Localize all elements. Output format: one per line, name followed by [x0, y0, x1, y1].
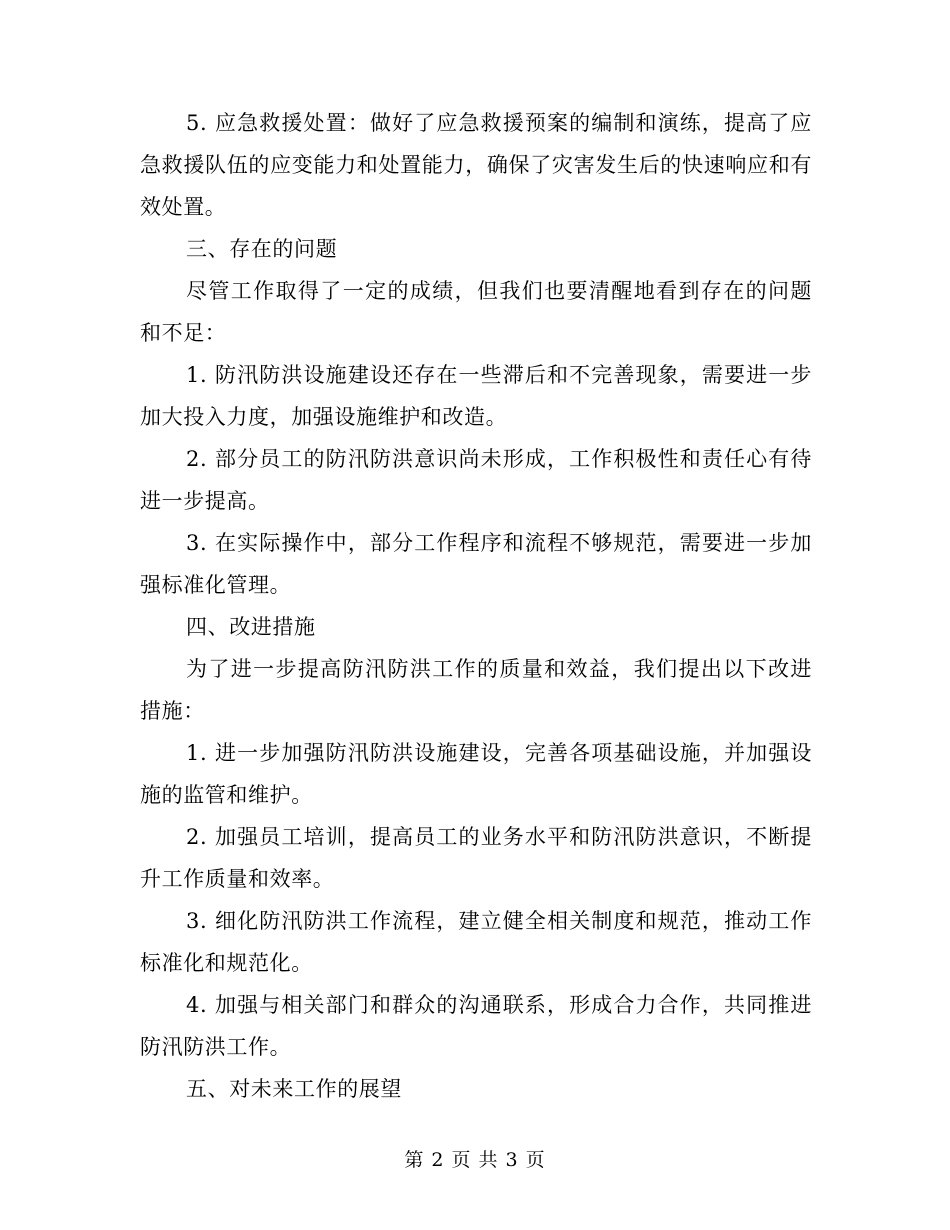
paragraph-problem-3: 3. 在实际操作中，部分工作程序和流程不够规范，需要进一步加强标准化管理。 — [140, 531, 812, 597]
section-heading-outlook: 五、对未来工作的展望 — [186, 1077, 402, 1101]
paragraph-improvement-3: 3. 细化防汛防洪工作流程，建立健全相关制度和规范，推动工作标准化和规范化。 — [140, 909, 812, 975]
section-heading-problems: 三、存在的问题 — [186, 237, 338, 261]
document-body — [140, 102, 812, 1110]
page-number-footer: 第 2 页 共 3 页 — [404, 1149, 546, 1171]
section-heading-improvements: 四、改进措施 — [186, 615, 316, 639]
paragraph-problem-2: 2. 部分员工的防汛防洪意识尚未形成，工作积极性和责任心有待进一步提高。 — [140, 447, 812, 513]
paragraph-improvement-2: 2. 加强员工培训，提高员工的业务水平和防汛防洪意识，不断提升工作质量和效率。 — [140, 825, 812, 891]
paragraph-emergency-rescue: 5. 应急救援处置：做好了应急救援预案的编制和演练，提高了应急救援队伍的应变能力和处置能力，确保了灾害发生后的快速响应和有效处置。 — [140, 111, 812, 219]
paragraph-improvements-intro: 为了进一步提高防汛防洪工作的质量和效益，我们提出以下改进措施： — [140, 657, 812, 723]
paragraph-problem-1: 1. 防汛防洪设施建设还存在一些滞后和不完善现象，需要进一步加大投入力度，加强设施维护和改造。 — [140, 363, 812, 429]
paragraph-problems-intro: 尽管工作取得了一定的成绩，但我们也要清醒地看到存在的问题和不足： — [140, 279, 812, 345]
paragraph-improvement-4: 4. 加强与相关部门和群众的沟通联系，形成合力合作，共同推进防汛防洪工作。 — [140, 993, 812, 1059]
paragraph-improvement-1: 1. 进一步加强防汛防洪设施建设，完善各项基础设施，并加强设施的监管和维护。 — [140, 741, 812, 807]
